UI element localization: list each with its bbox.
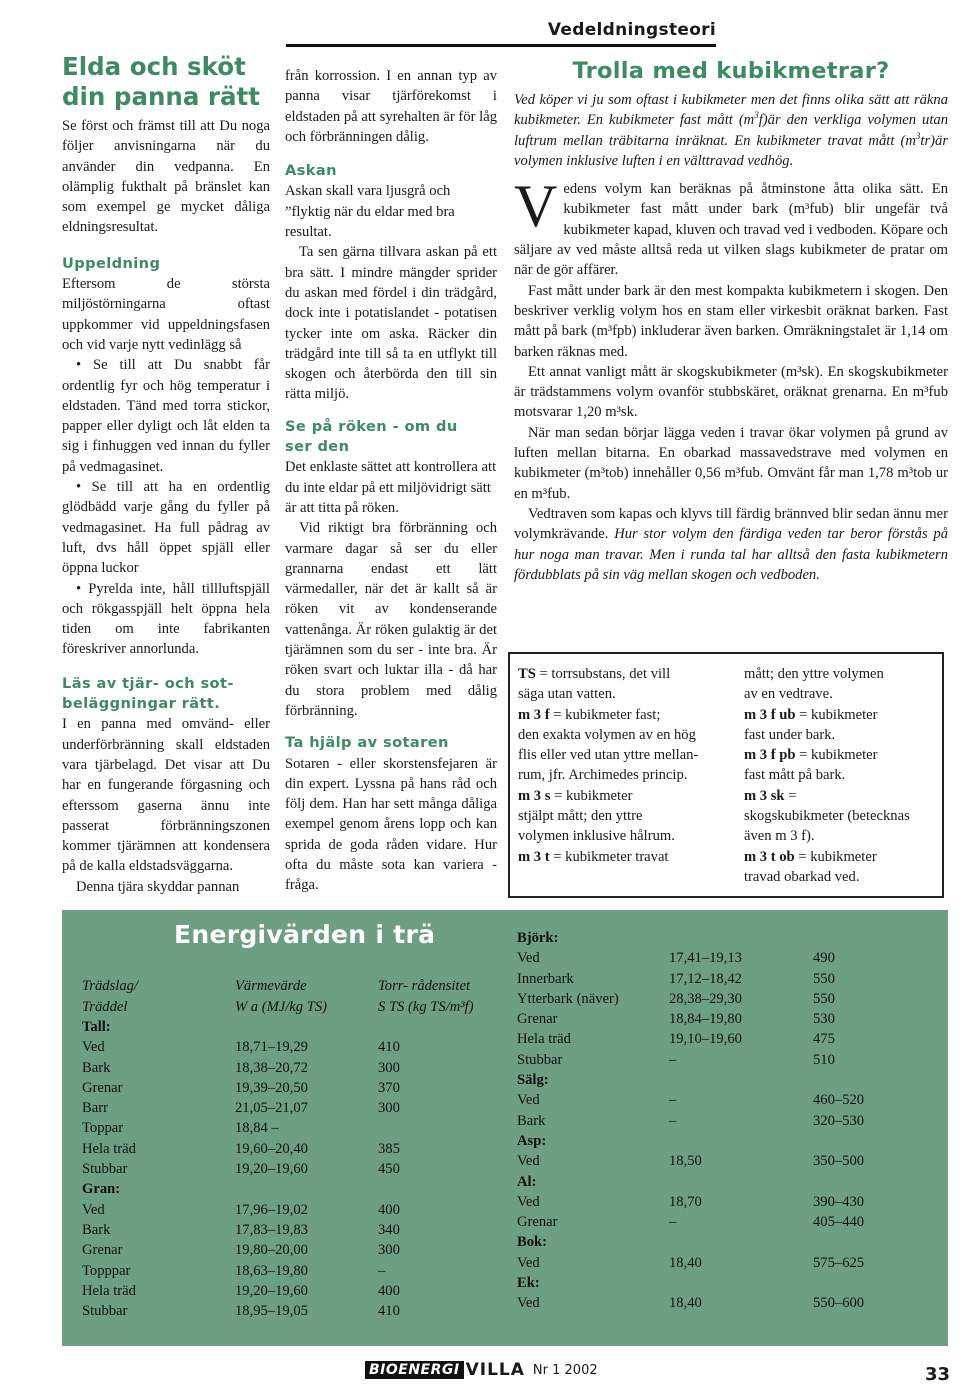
energy-cell-part: Gran: xyxy=(82,1181,121,1198)
energy-row xyxy=(517,1232,937,1252)
energy-cell-part: Bok: xyxy=(517,1234,548,1251)
lead-sup-1: 3 xyxy=(754,110,759,121)
energy-cell-density: 575–625 xyxy=(813,1254,865,1271)
energy-row xyxy=(517,928,937,948)
energy-cell-part: Al: xyxy=(517,1173,537,1190)
definition-left-text: säga utan vatten. xyxy=(518,686,616,703)
energy-cell-part: Topppar xyxy=(82,1262,131,1279)
definition-left-text: flis eller ved utan yttre mellan- xyxy=(518,747,699,764)
fran-paragraph: från korrossion. I en annan typ av panna visar tjärförekomst i eldstaden på att syrehalten är för låg och förbränningen dålig. xyxy=(285,68,497,145)
definition-right-line xyxy=(744,826,910,846)
column-3 xyxy=(514,58,948,585)
definition-left-line xyxy=(518,826,698,846)
energy-row xyxy=(517,989,937,1009)
definition-right-text: = kubikmeter xyxy=(795,706,878,723)
energy-cell-part: Hela träd xyxy=(517,1031,571,1048)
header-tradslag: Trädslag/ xyxy=(82,978,138,994)
definition-right-text: fast under bark. xyxy=(744,726,836,743)
energy-cell-density: 410 xyxy=(378,1303,400,1320)
energy-cell-part: Ved xyxy=(517,1153,540,1170)
energy-cell-heat: 19,60–20,40 xyxy=(235,1140,308,1157)
energy-cell-heat: 18,50 xyxy=(669,1153,702,1170)
definition-right-text: = kubikmeter xyxy=(795,747,878,764)
energy-cell-heat: 21,05–21,07 xyxy=(235,1100,308,1117)
kubik-paragraph-2: Fast mått under bark är den mest kompakta kubikmetern i skogen. Den beskriver verklig volym hos en stam eller virkesbit oräknat barken. Fast mått på bark (m³fpb) inkluderar även barken. Omräkningstalet är 1,14 om barken räknas med. xyxy=(514,282,948,360)
header-densitet: Torr- rådensitet xyxy=(378,978,471,994)
energy-cell-part: Ved xyxy=(517,1295,540,1312)
definition-left-line xyxy=(518,664,698,684)
energy-row xyxy=(517,969,937,989)
energy-row xyxy=(82,1118,512,1138)
energy-cell-part: Hela träd xyxy=(82,1282,136,1299)
energy-cell-density: 510 xyxy=(813,1051,835,1068)
definition-right-line xyxy=(744,765,910,785)
las-av-paragraph: I en panna med omvänd- eller underförbränning skall eldstaden vara tjärbelagd. Det visar att Du har en fungerande förgasning och efterssom gaserna ännu inte passerat förbränningszonen kommer tjärämnen att kondensera på de kalla eldstadsväggarna. xyxy=(62,716,270,875)
energy-cell-heat: 17,41–19,13 xyxy=(669,950,742,967)
definition-left-term: TS xyxy=(518,666,536,682)
energy-row xyxy=(82,1159,512,1179)
energy-cell-density: 385 xyxy=(378,1140,400,1157)
definition-right-line xyxy=(744,705,910,725)
energy-cell-heat: 17,83–19,83 xyxy=(235,1221,308,1238)
energy-cell-part: Ved xyxy=(517,1193,540,1210)
energy-cell-part: Stubbar xyxy=(517,1051,563,1068)
energy-cell-part: Bark xyxy=(82,1221,111,1238)
article-title-line-2: din panna rätt xyxy=(62,82,260,111)
definition-left-line xyxy=(518,786,698,806)
heading-las-av xyxy=(62,674,270,715)
energy-row xyxy=(517,1273,937,1293)
energy-row xyxy=(82,1017,512,1037)
heading-las-av-line-1: Läs av tjär- och sot- xyxy=(62,674,234,692)
energy-cell-density: 390–430 xyxy=(813,1193,865,1210)
definition-left-text: den exakta volymen av en hög xyxy=(518,726,696,743)
energy-cell-part: Ved xyxy=(82,1039,105,1056)
energy-cell-heat: 17,12–18,42 xyxy=(669,970,742,987)
energy-cell-heat: 18,38–20,72 xyxy=(235,1059,308,1076)
energy-cell-part: Ytterbark (näver) xyxy=(517,990,619,1007)
kubik-paragraph-5 xyxy=(514,504,948,585)
lead-sup-2: 3 xyxy=(915,130,921,141)
energy-table-title: Energivärden i trä xyxy=(174,920,436,949)
energy-cell-part: Ved xyxy=(517,1092,540,1109)
bullet-1: • Se till att Du snabbt får ordentlig fyr och hög temperatur i eldstaden. Tänd med torra stickor, papper eller dyligt och låt elden ta sig i finhuggen ved innan du fyller på vedmagasinet. xyxy=(62,357,270,475)
energy-cell-density: 300 xyxy=(378,1100,400,1117)
energy-cell-part: Grenar xyxy=(517,1214,558,1231)
issue-number: Nr 1 2002 xyxy=(532,1362,598,1378)
villa-logo: VILLA xyxy=(465,1360,525,1380)
energy-cell-heat: – xyxy=(669,1092,677,1109)
lead-part-2: f)är den verkliga volymen utan luftrum mellan träbitarna inräknat. En kubikmeter travat mått (m xyxy=(514,112,948,149)
askan-paragraph-1: Askan skall vara ljusgrå och ”flyktig när du eldar med bra resultat. xyxy=(285,183,455,241)
energy-row xyxy=(517,1009,937,1029)
energy-row xyxy=(82,1078,512,1098)
energy-cell-part: Björk: xyxy=(517,930,559,946)
kubikmeter-title: Trolla med kubikmetrar? xyxy=(572,58,890,84)
sotaren-paragraph: Sotaren - eller skorstensfejaren är din expert. Lyssna på hans råd och följ dem. Han har sett många dåliga exempel genom årens lopp och kan sprida de goda råden vidare. Hur ofta du måste sota kan variera - fråga. xyxy=(285,755,497,894)
definition-right-text: = kubikmeter xyxy=(794,848,877,865)
definition-left-text: = kubikmeter travat xyxy=(549,848,669,865)
definition-left-text: stjälpt mått; den yttre xyxy=(518,808,643,825)
energy-cell-heat: 19,39–20,50 xyxy=(235,1079,308,1096)
energy-cell-part: Grenar xyxy=(82,1242,123,1259)
energy-cell-part: Stubbar xyxy=(82,1303,128,1320)
energy-cell-heat: – xyxy=(669,1051,677,1068)
energy-cell-density: 490 xyxy=(813,950,835,967)
energy-cell-heat: 18,40 xyxy=(669,1295,702,1312)
energy-row xyxy=(517,1212,937,1232)
energy-row xyxy=(517,1131,937,1151)
heading-askan: Askan xyxy=(285,162,337,180)
definition-left-text: = kubikmeter xyxy=(550,787,633,804)
header-sts-unit: S TS (kg TS/m³f) xyxy=(378,999,474,1015)
definition-left-line xyxy=(518,765,698,785)
definition-left-text: = kubikmeter fast; xyxy=(549,706,661,723)
energy-cell-part: Stubbar xyxy=(82,1161,128,1178)
energy-cell-density: 320–530 xyxy=(813,1112,865,1129)
energy-cell-density: 400 xyxy=(378,1201,400,1218)
definition-left-term: m 3 t xyxy=(518,848,550,865)
definition-left-line xyxy=(518,684,698,704)
energy-cell-heat: 17,96–19,02 xyxy=(235,1201,308,1218)
energy-row xyxy=(517,1050,937,1070)
definition-left-line xyxy=(518,806,698,826)
page-number: 33 xyxy=(924,1364,950,1385)
energy-cell-density: 450 xyxy=(378,1161,400,1178)
energy-rows-right xyxy=(517,928,937,1314)
energy-cell-density: 340 xyxy=(378,1221,400,1238)
kubikmeter-lead xyxy=(514,90,948,171)
definition-left-text: volymen inklusive hålrum. xyxy=(518,828,675,845)
definition-left-line xyxy=(518,847,698,867)
uppeldning-paragraph: Eftersom de största miljöstörningarna oftast uppkommer vid uppeldningsfasen och vid varje nytt vedinlägg så xyxy=(62,276,270,353)
header-wa-unit: W a (MJ/kg TS) xyxy=(235,999,327,1015)
energy-cell-heat: 28,38–29,30 xyxy=(669,990,742,1007)
bioenergi-logo: BIOENERGI xyxy=(365,1361,464,1379)
definition-right-text: av en vedtrave. xyxy=(744,686,833,703)
definitions-right xyxy=(744,664,910,887)
header-varmevarde: Värmevärde xyxy=(235,978,307,994)
kubik-paragraph-1 xyxy=(514,173,948,280)
definition-right-text: fast mått på bark. xyxy=(744,767,846,784)
heading-sotaren: Ta hjälp av sotaren xyxy=(285,734,449,752)
roken-paragraph-2: Vid riktigt bra förbränning och varmare dagar så ser du eller grannarna endast ett lätt värmedaller, när det är kallt så är röken vit av kondenserande vattenånga. Är röken gulaktig är det tjärämnen som du ser - inte bra. Är röken svart och luktar illa - då har du stora problem med dålig förbränning. xyxy=(285,520,497,719)
header-rule xyxy=(286,44,716,47)
energy-row xyxy=(82,1179,512,1199)
energy-cell-density: 400 xyxy=(378,1282,400,1299)
kubik-paragraph-5-italic: Hur stor volym den färdiga veden tar beror förstås på hur noga man travar. Men i runda tal har alltså den fasta kubikmetern fördubblats på sin väg mellan skogen och vedboden. xyxy=(514,526,948,583)
definition-right-term: m 3 sk xyxy=(744,787,785,804)
energy-cell-density: 410 xyxy=(378,1039,400,1056)
energy-row xyxy=(517,1192,937,1212)
energy-row xyxy=(517,1090,937,1110)
energy-row xyxy=(82,1098,512,1118)
heading-roken-line-1: Se på röken - om du xyxy=(285,417,458,435)
definition-right-line xyxy=(744,847,910,867)
definitions-box xyxy=(508,652,944,898)
header-traddel: Träddel xyxy=(82,999,128,1015)
drop-cap: V xyxy=(514,173,558,240)
energy-cell-heat: 18,84 – xyxy=(235,1120,279,1137)
definition-right-line xyxy=(744,745,910,765)
energy-cell-part: Hela träd xyxy=(82,1140,136,1157)
energy-row xyxy=(517,1070,937,1090)
section-header: Vedeldningsteori xyxy=(547,20,716,40)
energy-row xyxy=(517,1293,937,1313)
energy-table xyxy=(62,910,948,1346)
energy-cell-part: Ved xyxy=(517,950,540,967)
bullet-3: • Pyrelda inte, håll tillluftspjäll och rökgasspjäll helt öppna hela tiden om inte fabrikanten föreskriver annorlunda. xyxy=(62,580,270,658)
heading-roken-line-2: ser den xyxy=(285,438,350,456)
energy-cell-part: Bark xyxy=(517,1112,546,1129)
definition-right-line xyxy=(744,684,910,704)
energy-cell-heat: – xyxy=(669,1112,677,1129)
energy-cell-part: Ek: xyxy=(517,1275,540,1292)
energy-cell-density: 370 xyxy=(378,1079,400,1096)
bullet-2: • Se till att ha en ordentlig glödbädd varje gång du fyller på vedmagasinet. Ha full pådrag av luft, dvs håll öppet spjäll eller öppna luckor xyxy=(62,479,270,577)
definition-right-term: m 3 f ub xyxy=(744,706,796,723)
energy-row xyxy=(82,1200,512,1220)
energy-row xyxy=(517,1172,937,1192)
energy-cell-part: Tall: xyxy=(82,1019,111,1035)
energy-cell-density: 300 xyxy=(378,1059,400,1076)
kubik-paragraph-5-text: Vedtraven som kapas och klyvs till färdig brännved blir sedan ännu mer volymkrävande. xyxy=(514,505,948,543)
definition-right-text: travad obarkad ved. xyxy=(744,868,860,885)
lead-part-1: Ved köper vi ju som oftast i kubikmeter men det finns olika sätt att räkna kubikmeter. En kubikmeter fast mått (m xyxy=(514,92,948,129)
heading-uppeldning: Uppeldning xyxy=(62,254,161,272)
definition-right-line xyxy=(744,664,910,684)
energy-cell-heat: 18,95–19,05 xyxy=(235,1303,308,1320)
kubik-paragraph-3: Ett annat vanligt mått är skogskubikmeter (m³sk). En skogskubikmeter är trädstammens volym ovanför stubbskäret, oräknat grenarna. En m³fub motsvarar 1,20 m³sk. xyxy=(514,363,948,421)
energy-cell-heat: 19,20–19,60 xyxy=(235,1161,308,1178)
energy-cell-heat: 18,40 xyxy=(669,1254,702,1271)
energy-cell-part: Barr xyxy=(82,1100,108,1117)
article-title-line-1: Elda och sköt xyxy=(62,52,246,81)
energy-cell-density: 460–520 xyxy=(813,1092,865,1109)
energy-cell-density: 350–500 xyxy=(813,1153,865,1170)
energy-row xyxy=(517,948,937,968)
energy-cell-part: Ved xyxy=(82,1201,105,1218)
definition-right-text: skogskubikmeter (betecknas xyxy=(744,808,910,825)
energy-cell-density: 300 xyxy=(378,1242,400,1259)
energy-cell-density: 530 xyxy=(813,1011,835,1028)
energy-cell-heat: 18,84–19,80 xyxy=(669,1011,742,1028)
definition-right-term: m 3 f pb xyxy=(744,747,796,764)
energy-cell-density: 405–440 xyxy=(813,1214,865,1231)
denna-paragraph: Denna tjära skyddar pannan xyxy=(76,878,240,895)
intro-paragraph: Se först och främst till att Du noga följer anvisningarna när du använder din vedpanna. En olämplig fukthalt på bränslet kan som exempel ge mycket dåliga eldningsresultat. xyxy=(62,118,270,236)
definition-right-line xyxy=(744,806,910,826)
heading-las-av-line-2: beläggningar rätt. xyxy=(62,695,221,713)
kubik-paragraph-4: När man sedan börjar lägga veden i travar ökar volymen på grund av luften mellan bitarna. En obarkad massavedstrave med volymen en kubikmeter (m³tob) innehåller 0,56 m³fub. Omvänt får man 1,78 m³tob ur en m³fub. xyxy=(514,424,948,502)
energy-cell-density: 550–600 xyxy=(813,1295,865,1312)
energy-cell-heat: 18,63–19,80 xyxy=(235,1262,308,1279)
kubik-paragraph-1-text: edens volym kan beräknas på åtminstone åtta olika sätt. En kubikmeter fast mått under bark (m³fub) blir ungefär två kubikmeter kapad, kluven och travad ved i vedboden. Köpare och säljare av ved måste alltså reda ut vilken slags kubikmeter de pratar om när de gör affärer. xyxy=(514,181,948,279)
definition-right-line xyxy=(744,725,910,745)
article-title xyxy=(62,52,270,112)
definition-left-line xyxy=(518,745,698,765)
energy-row xyxy=(517,1151,937,1171)
definition-right-text: = xyxy=(784,787,797,804)
column-1 xyxy=(62,52,270,897)
energy-cell-heat: 18,71–19,29 xyxy=(235,1039,308,1056)
energy-cell-part: Sälg: xyxy=(517,1072,549,1089)
askan-paragraph-2: Ta sen gärna tillvara askan på ett bra sätt. I mindre mängder sprider du askan med fördel i din trädgård, dock inte i potatislandet - potatisen tycker inte om aska. Räcker din trädgård inte till så ta en utflykt till skogen och återbörda den till sin rätta miljö. xyxy=(285,244,497,403)
energy-cell-part: Toppar xyxy=(82,1120,124,1137)
energy-row xyxy=(82,1037,512,1057)
energy-cell-heat: 19,20–19,60 xyxy=(235,1282,308,1299)
energy-row xyxy=(82,1058,512,1078)
energy-row xyxy=(82,1139,512,1159)
energy-row xyxy=(82,1220,512,1240)
energy-cell-part: Ved xyxy=(517,1254,540,1271)
definition-left-text: rum, jfr. Archimedes princip. xyxy=(518,767,688,784)
energy-cell-density: – xyxy=(378,1262,386,1279)
definition-right-line xyxy=(744,786,910,806)
footer xyxy=(365,1360,598,1386)
energy-rows-left xyxy=(82,1017,512,1321)
definition-right-text: även m 3 f). xyxy=(744,828,815,845)
energy-row xyxy=(82,1281,512,1301)
energy-cell-part: Grenar xyxy=(82,1079,123,1096)
energy-cell-part: Innerbark xyxy=(517,970,574,987)
definition-left-term: m 3 s xyxy=(518,787,551,804)
energy-cell-heat: 18,70 xyxy=(669,1193,702,1210)
definition-right-term: m 3 t ob xyxy=(744,848,795,865)
definition-right-text: mått; den yttre volymen xyxy=(744,666,884,682)
lead-part-3: tr)är volymen inklusive luften i en välttravad vedhög. xyxy=(514,132,948,169)
energy-row xyxy=(517,1253,937,1273)
energy-row xyxy=(82,1301,512,1321)
energy-cell-part: Asp: xyxy=(517,1132,547,1149)
energy-cell-density: 550 xyxy=(813,990,835,1007)
definitions-left xyxy=(518,664,698,867)
energy-row xyxy=(517,1111,937,1131)
column-2 xyxy=(285,66,497,896)
definition-left-text: = torrsubstans, det vill xyxy=(535,666,671,682)
energy-cell-part: Bark xyxy=(82,1059,111,1076)
energy-cell-heat: 19,80–20,00 xyxy=(235,1242,308,1259)
energy-cell-part: Grenar xyxy=(517,1011,558,1028)
energy-row xyxy=(517,1029,937,1049)
roken-paragraph-1: Det enklaste sättet att kontrollera att du inte eldar på ett miljövidrigt sätt är att titta på röken. xyxy=(285,459,497,516)
definition-right-line xyxy=(744,867,910,887)
energy-cell-density: 475 xyxy=(813,1031,835,1048)
definition-left-line xyxy=(518,705,698,725)
energy-row xyxy=(82,1240,512,1260)
definition-left-term: m 3 f xyxy=(518,706,550,723)
energy-cell-heat: – xyxy=(669,1214,677,1231)
heading-se-pa-roken xyxy=(285,417,497,458)
definition-left-line xyxy=(518,725,698,745)
energy-row xyxy=(82,1261,512,1281)
energy-cell-density: 550 xyxy=(813,970,835,987)
energy-cell-heat: 19,10–19,60 xyxy=(669,1031,742,1048)
